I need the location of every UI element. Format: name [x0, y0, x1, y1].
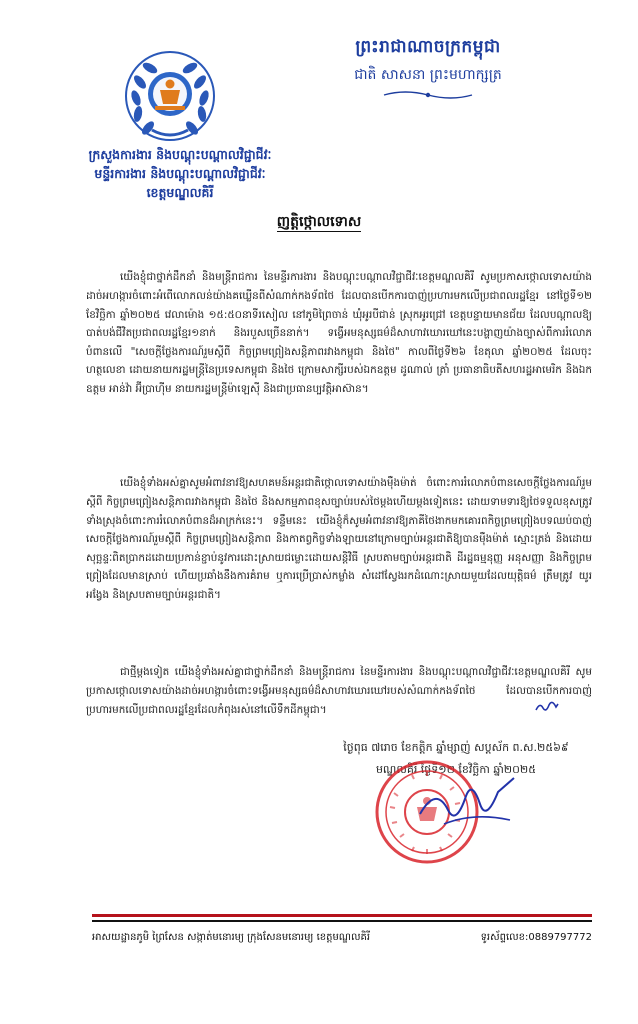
lunar-date: ថ្ងៃពុធ ៧រោច ខែកត្តិក ឆ្នាំម្សាញ់ សប្តស័ក ព.ស.២៥៦៩: [343, 741, 569, 754]
paragraph-3: ជាថ្មីម្តងទៀត យើងខ្ញុំទាំងអស់គ្នាជាថ្នាក់ដឹកនាំ និងមន្ត្រីរាជការ នៃមន្ទីរការងារ និងបណ្តុះបណ្តាលវិជ្ជាជីវៈខេត្តមណ្ឌលគិរី សូមប្រកាសថ្កោលទោសយ៉ាងដាច់អហង្ការចំពោះទង្វើអមនុស្សធម៌ដ៏សាហាវឃោរឃៅរបស់សំណាក់កងទ័ពថៃ ដែលបានបើកការបាញ់ប្រហារមកលើប្រជាពលរដ្ឋខ្មែរដែលកំពុងរស់នៅលើទឹកដីកម្ពុជា។: [86, 666, 592, 716]
document-title-text: ញត្តិថ្កោលទោស: [276, 214, 362, 230]
kingdom-header: [238, 36, 618, 102]
motto-line: ជាតិ សាសនា ព្រះមហាក្សត្រ: [354, 67, 502, 83]
ornament-divider-icon: [382, 88, 474, 102]
signature-mark: [414, 766, 524, 846]
paragraph-2: យើងខ្ញុំទាំងអស់គ្នាសូមអំពាវនាវឱ្យសហគមន៍អន្តរជាតិថ្កោលទោសយ៉ាងម៉ឺងម៉ាត់ ចំពោះការរំលោភបំពានសេចក្តីថ្លែងការណ៍រួមស្តីពី កិច្ចព្រមព្រៀងសន្តិភាពរវាងកម្ពុជា និងថៃ និងសកម្មភាពខុសច្បាប់របស់ថៃម្តងហើយម្តងទៀតនេះ ដោយទាមទារឱ្យថៃទទួលខុសត្រូវទាំងស្រុងចំពោះការរំលោភបំពានដ៏អាក្រក់នេះ។ ទន្ទឹមនេះ យើងខ្ញុំក៏សូមអំពាវនាវឱ្យភាគីថៃងាកមកគោរពកិច្ចព្រមព្រៀងបទឈប់បាញ់ សេចក្តីថ្លែងការណ៍រួមស្តីពី កិច្ចព្រមព្រៀងសន្តិភាព និងកាតព្វកិច្ចទាំងឡាយនៅក្រោមច្បាប់អន្តរជាតិឱ្យបានម៉ឺងម៉ាត់ ស្មោះត្រង់ និងដោយសុច្ឆន្ទៈពិតប្រាកដដោយប្រកាន់ខ្ជាប់នូវការដោះស្រាយជម្លោះដោយសន្តិវិធី ស្របតាមច្បាប់អន្តរជាតិ ដីរដ្ឋធម្មនុញ្ញ អនុសញ្ញា និងកិច្ចព្រមព្រៀងដែលមានស្រាប់ ហើយប្រឆាំងនឹងការគំរាម ឬការប្រើប្រាស់កម្លាំង សំដៅស្វែងរកដំណោះស្រាយមួយដែលយុត្តិធម៌ ត្រឹមត្រូវ យូរអង្វែង និងស្របតាមច្បាប់អន្តរជាតិ។: [86, 477, 592, 601]
footer-phone: ទូរស័ព្ទលេខ:0889797772: [480, 932, 592, 943]
document-title: [0, 212, 638, 233]
solar-date: មណ្ឌលគិរី ថ្ងៃទី១២ ខែវិច្ឆិកា ឆ្នាំ២០២៥: [375, 763, 537, 776]
ministry-line-3: ខេត្តមណ្ឌលគិរី: [146, 185, 214, 200]
initial-mark-icon: [534, 700, 560, 714]
ministry-emblem-icon: [122, 48, 218, 144]
footer-divider: [92, 914, 592, 922]
paragraph-1: យើងខ្ញុំជាថ្នាក់ដឹកនាំ និងមន្ត្រីរាជការ នៃមន្ទីរការងារ និងបណ្តុះបណ្តាលវិជ្ជាជីវៈខេត្តមណ្ឌលគិរី សូមប្រកាសថ្កោលទោសយ៉ាងដាច់អហង្ការចំពោះអំពើលោភលន់យ៉ាងគឃ្លើនពីសំណាក់កងទ័ពថៃ ដែលបានបើកការបាញ់ប្រហារមកលើប្រជាពលរដ្ឋខ្មែរ នៅថ្ងៃទី១២ ខែវិច្ឆិកា ឆ្នាំ២០២៥ វេលាម៉ោង ១៥:៥០នាទីរសៀល នៅភូមិព្រៃចាន់ ឃុំអូរបីជាន់ ស្រុកអូរជ្រៅ ខេត្តបន្ទាយមានជ័យ ដែលបណ្តាលឱ្យបាត់បង់ជីវិតប្រជាពលរដ្ឋខ្មែរ១នាក់ និងរបួសច្រើននាក់។ ទង្វើអមនុស្សធម៌ដ៏សាហាវឃោរឃៅនេះបង្ហាញយ៉ាងច្បាស់ពីការរំលោភបំពានលើ "សេចក្តីថ្លែងការណ៍រួមស្តីពី កិច្ចព្រមព្រៀងសន្តិភាពរវាងកម្ពុជា និងថៃ" កាលពីថ្ងៃទី២៦ ខែតុលា ឆ្នាំ២០២៥ ដែលចុះហត្ថលេខា ដោយនាយករដ្ឋមន្ត្រីនៃប្រទេសកម្ពុជា និងថៃ ក្រោមសាក្សីរបស់ឯកឧត្តម ដូណាល់ ត្រាំ ប្រធានាធិបតីសហរដ្ឋអាមេរិក និងឯកឧត្តម អាន់វ៉ា អ៊ីប្រាហ៊ីម នាយករដ្ឋមន្ត្រីម៉ាឡេស៊ី និងជាប្រធានប្បវត្តិអាស៊ាន។: [86, 271, 592, 395]
ministry-line-1: ក្រសួងការងារ និងបណ្តុះបណ្តាលវិជ្ជាជីវៈ: [88, 147, 272, 162]
footer-address: អាសយដ្ឋានភូមិ ព្រៃសែន សង្កាត់មនោរម្យ ក្រុងសែនមនោរម្យ ខេត្តមណ្ឌលគិរី: [92, 932, 371, 943]
kingdom-line: ព្រះរាជាណាចក្រកម្ពុជា: [355, 37, 501, 57]
footer-line-black: [92, 920, 592, 922]
ministry-line-2: មន្ទីរការងារ និងបណ្តុះបណ្តាលវិជ្ជាជីវៈ: [94, 166, 266, 181]
ministry-block: [60, 145, 300, 202]
footer-line-red: [92, 914, 592, 917]
